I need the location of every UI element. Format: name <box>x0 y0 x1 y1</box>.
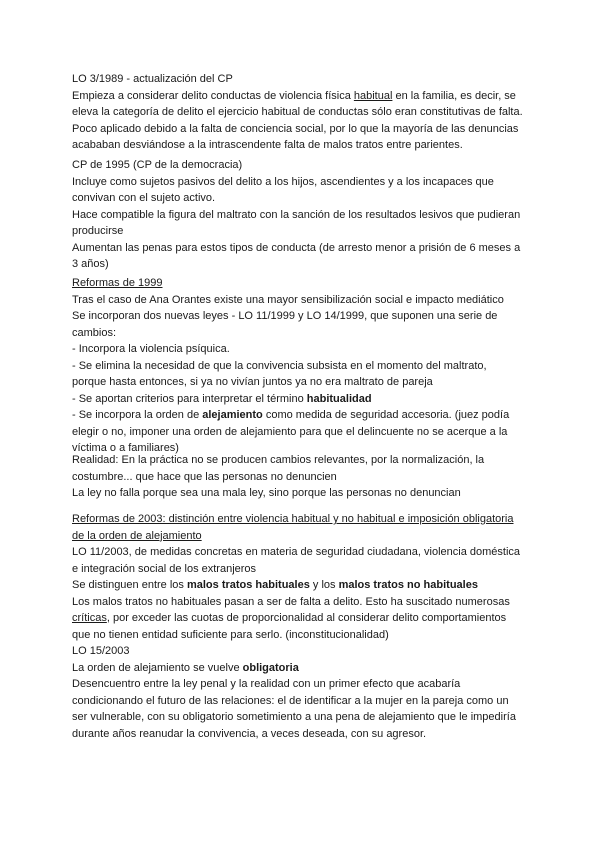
text-line: Se incorporan dos nuevas leyes - LO 11/1999 y LO 14/1999, que suponen una serie de <box>72 310 498 322</box>
text-line <box>72 660 542 677</box>
bold-text: obligatoria <box>242 661 299 674</box>
text-line: LO 15/2003 <box>72 645 130 657</box>
text-segment: La orden de alejamiento se vuelve <box>72 661 243 674</box>
text-segment: , por exceder las cuotas de proporcionalidad al considerar delito comportamientos <box>106 612 507 624</box>
section-lo-15-2003 <box>72 643 542 742</box>
text-line: 3 años) <box>72 258 109 270</box>
text-line <box>72 528 542 545</box>
text-line: Poco aplicado debido a la falta de conciencia social, por lo que la mayoría de las denuncias <box>72 122 519 135</box>
text-line: elegir o no, imponer una orden de alejamiento para que el delincuente no se acerque a la <box>72 425 508 438</box>
text-line: CP de 1995 (CP de la democracia) <box>72 159 243 171</box>
text-line: LO 3/1989 - actualización del CP <box>72 73 233 85</box>
section-reformas-1999 <box>72 275 542 457</box>
bold-text: alejamiento <box>202 409 263 421</box>
text-line: porque hasta entonces, si ya no vivían juntos ya no era maltrato de pareja <box>72 376 433 388</box>
bold-text: malos tratos no habituales <box>338 579 478 591</box>
text-segment: Empieza a considerar delito conductas de violencia física <box>72 89 354 102</box>
text-line: que no tienen entidad suficiente para serlo. (inconstitucionalidad) <box>72 628 389 641</box>
text-line: Desencuentro entre la ley penal y la realidad con un primer efecto que acabaría <box>72 678 461 690</box>
text-segment: y los <box>309 579 339 591</box>
text-segment: Se distinguen entre los <box>72 579 187 591</box>
text-line: Hace compatible la figura del maltrato con la sanción de los resultados lesivos que pudieran <box>72 208 521 221</box>
text-segment: - Se incorpora la orden de <box>72 409 203 421</box>
text-line: - Se elimina la necesidad de que la convivencia subsista en el momento del maltrato, <box>72 359 487 372</box>
text-line: producirse <box>72 225 124 237</box>
bold-text: malos tratos habituales <box>186 579 310 591</box>
text-segment: como medida de seguridad accesoria. (juez podía <box>262 409 510 421</box>
bold-text: habitualidad <box>306 392 372 405</box>
text-line <box>72 511 542 528</box>
underlined-text: habitual <box>353 89 393 102</box>
text-line: eleva la categoría de delito el ejercicio habitual de conductas sólo eran constitutivas de falta. <box>72 106 523 118</box>
underlined-text: Reformas de 2003: distinción entre violencia habitual y no habitual e imposición obligatoria <box>72 513 514 525</box>
text-line: acababan desviándose a la intrascendente falta de malos tratos entre parientes. <box>72 139 463 151</box>
section-reformas-2003 <box>72 511 542 643</box>
text-segment: - Se aportan criterios para interpretar el término <box>72 392 307 405</box>
text-line: convivan con el sujeto activo. <box>72 192 216 204</box>
section-cp-1995 <box>72 157 542 273</box>
underlined-text: críticas <box>72 612 107 624</box>
text-line <box>72 275 542 292</box>
text-line: costumbre... que hace que las personas no denuncien <box>72 470 337 483</box>
text-line: La ley no falla porque sea una mala ley, sino porque las personas no denuncian <box>72 487 461 499</box>
text-line: - Incorpora la violencia psíquica. <box>72 343 230 355</box>
text-line: Aumentan las penas para estos tipos de conducta (de arresto menor a prisión de 6 meses a <box>72 241 521 254</box>
text-line: Los malos tratos no habituales pasan a ser de falta a delito. Esto ha suscitado numerosas <box>72 595 510 608</box>
section-realidad <box>72 452 542 502</box>
underlined-text: de la orden de alejamiento <box>72 529 202 542</box>
text-line <box>72 610 542 627</box>
text-segment: en la familia, es decir, se <box>392 89 516 102</box>
text-line: e integración social de los extranjeros <box>72 562 257 575</box>
text-line: Incluye como sujetos pasivos del delito a los hijos, ascendientes y a los incapaces que <box>72 175 494 188</box>
text-line: víctima o a familiares) <box>72 442 179 454</box>
underlined-text: Reformas de 1999 <box>72 277 163 289</box>
text-line <box>72 407 542 424</box>
text-line <box>72 577 542 594</box>
text-line: ser vulnerable, con su obligatorio sometimiento a una pena de alejamiento que le impediría <box>72 711 516 723</box>
text-line <box>72 391 542 408</box>
text-line: LO 11/2003, de medidas concretas en materia de seguridad ciudadana, violencia doméstica <box>72 546 521 558</box>
text-line: Realidad: En la práctica no se producen cambios relevantes, por la normalización, la <box>72 454 485 466</box>
text-line: durante años reanudar la convivencia, a veces deseada, con su agresor. <box>72 727 427 740</box>
text-line: cambios: <box>72 326 117 339</box>
text-line: condicionando el futuro de las relaciones: el de identificar a la mujer en la pareja como un <box>72 694 509 707</box>
text-line <box>72 88 542 105</box>
section-lo-3-1989 <box>72 71 542 154</box>
text-line: Tras el caso de Ana Orantes existe una mayor sensibilización social e impacto mediático <box>72 293 504 306</box>
